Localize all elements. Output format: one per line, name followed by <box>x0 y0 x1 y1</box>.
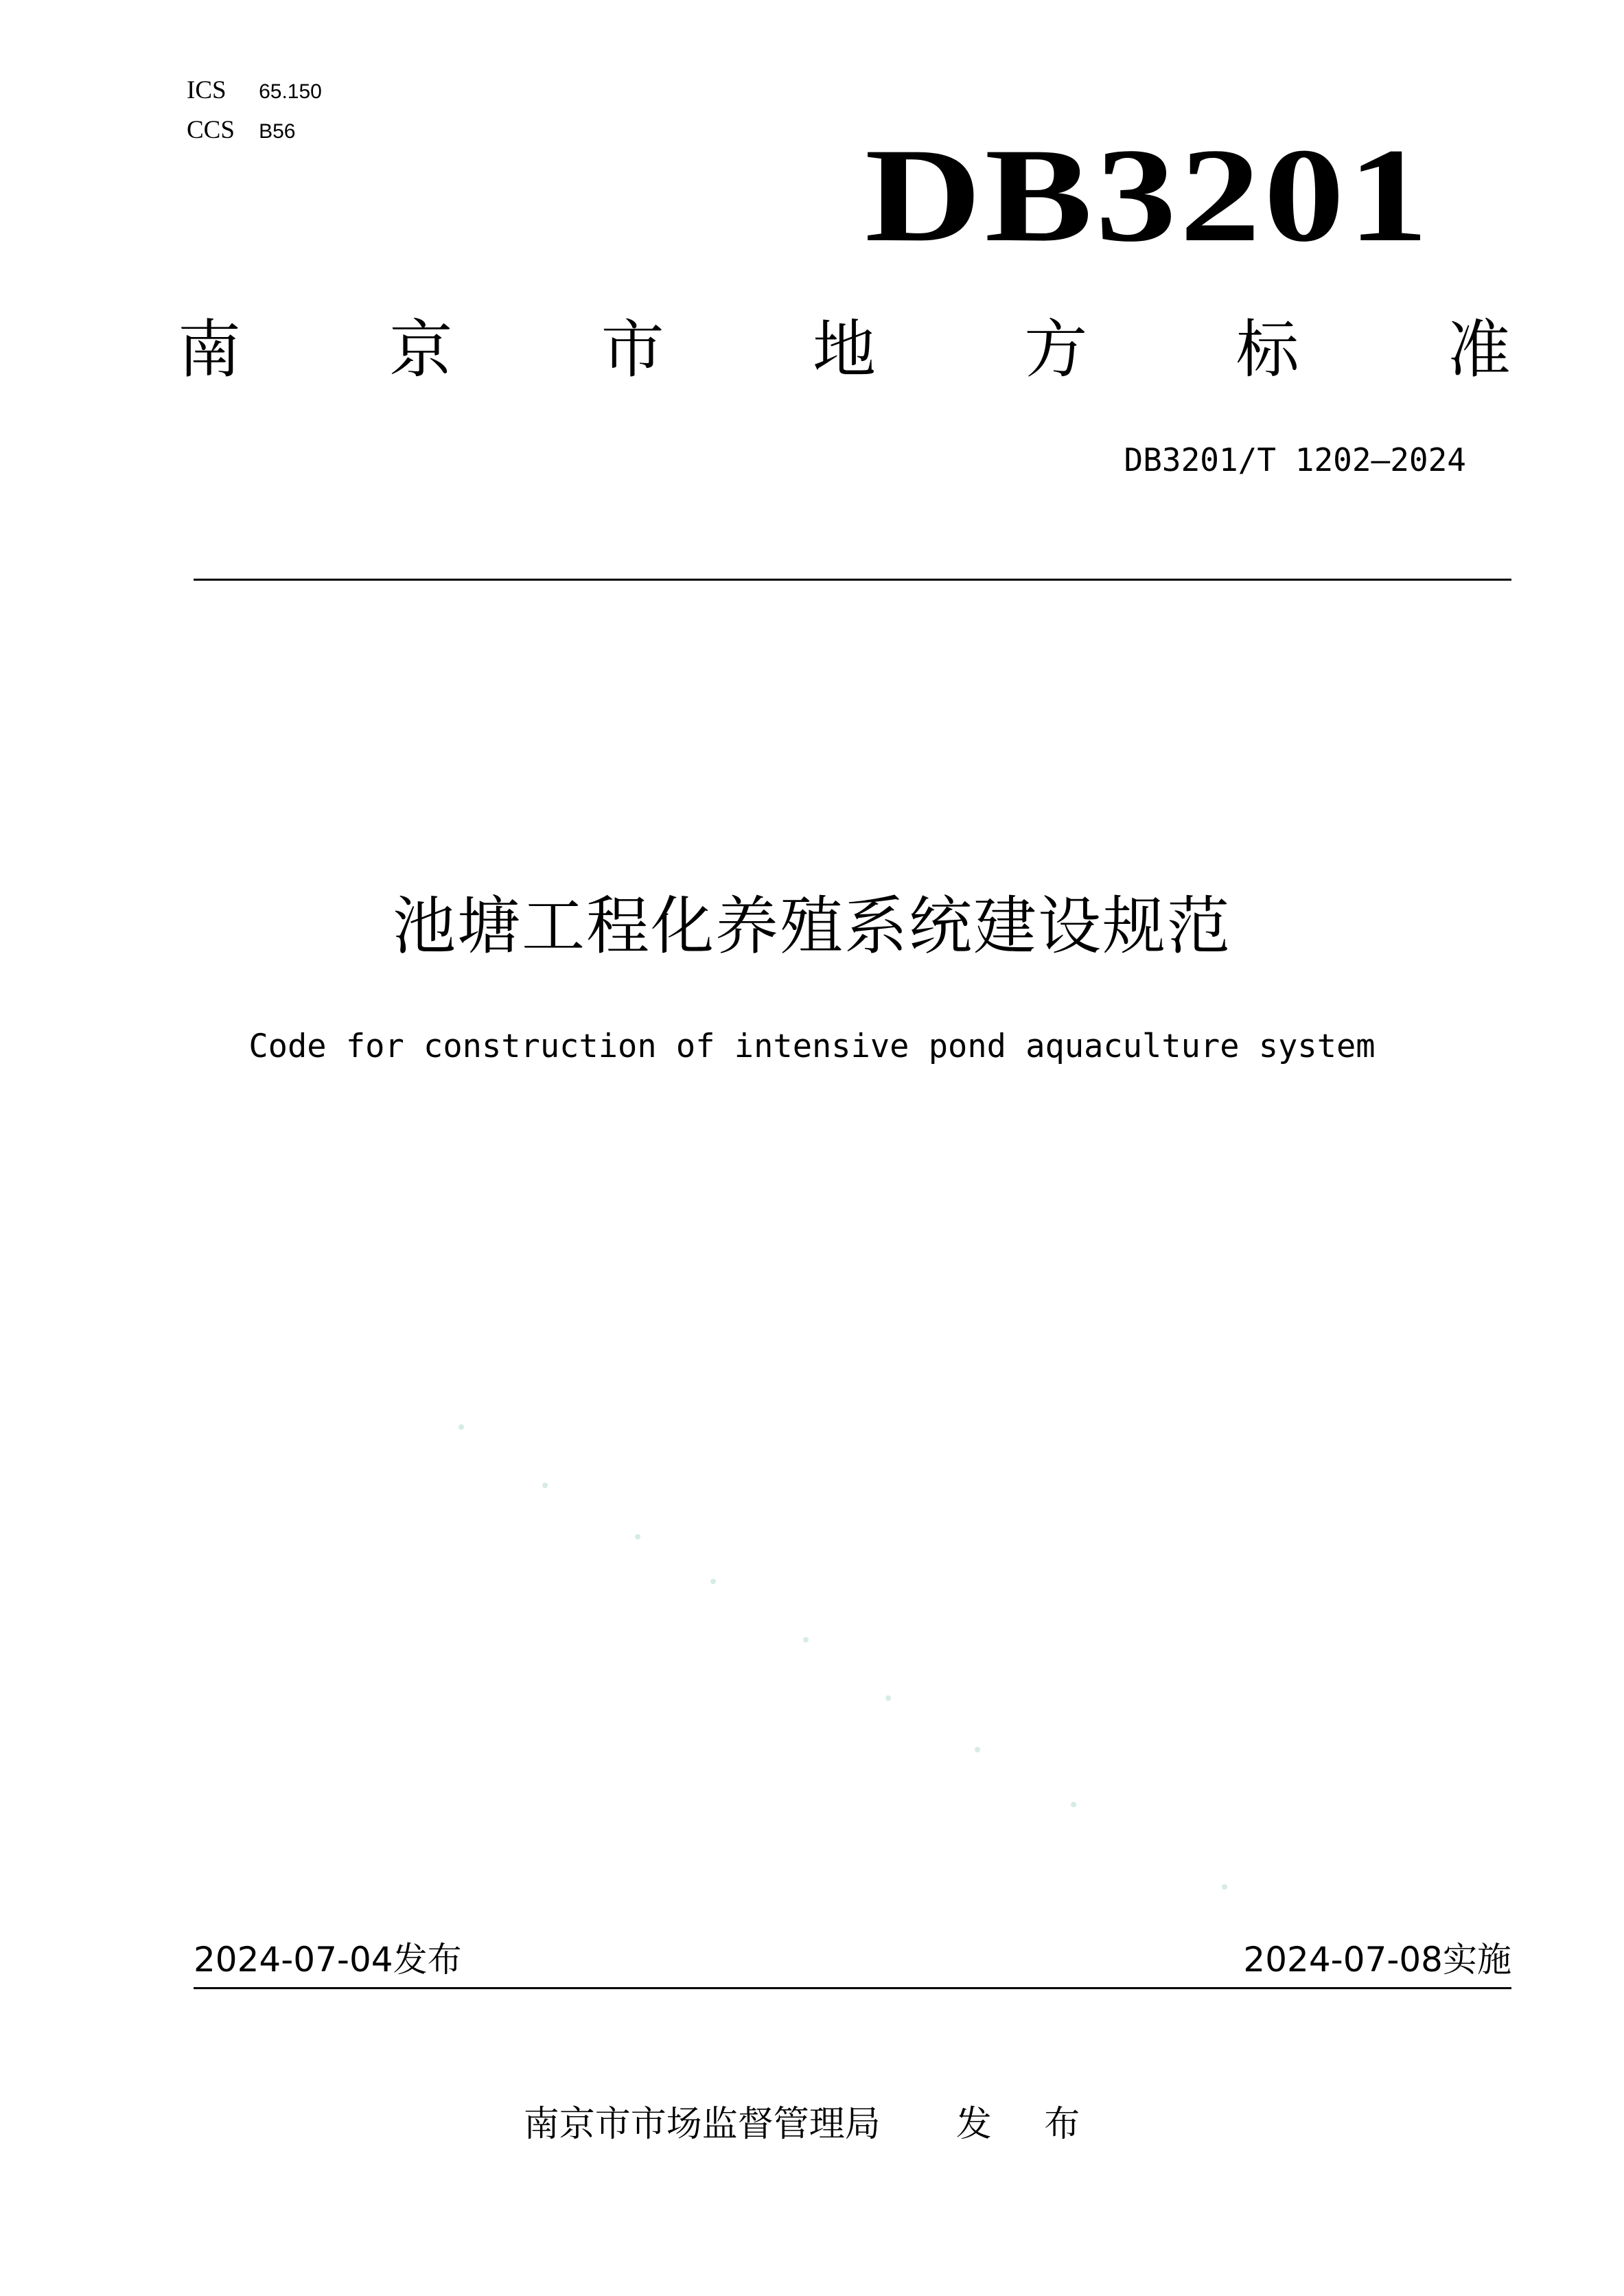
issuer-name: 南京市市场监督管理局 <box>523 2104 881 2145</box>
release-date-value: 2024-07-04 <box>194 1940 393 1980</box>
standard-code: DB3201 <box>865 121 1432 270</box>
scan-speck <box>710 1579 716 1584</box>
scan-speck <box>542 1483 548 1488</box>
scan-speck <box>803 1637 809 1643</box>
standard-type-char: 市 <box>601 313 664 386</box>
scan-speck <box>1222 1884 1227 1890</box>
scan-speck <box>459 1424 464 1430</box>
scan-speck <box>1071 1802 1076 1807</box>
standard-type-heading <box>175 312 1513 388</box>
standard-type-char: 标 <box>1236 313 1299 386</box>
ics-value: 65.150 <box>259 80 322 103</box>
scan-speck <box>975 1747 980 1752</box>
bottom-divider <box>194 1987 1511 1989</box>
implementation-label: 实施 <box>1443 1940 1511 1980</box>
standard-type-char: 地 <box>812 313 876 386</box>
issuer-label: 发 布 <box>955 2104 1101 2145</box>
document-title-en: Code for construction of intensive pond aquaculture system <box>248 1028 1376 1065</box>
standard-type-char: 准 <box>1447 313 1511 386</box>
ics-label: ICS <box>187 76 227 104</box>
scan-speck <box>635 1534 640 1540</box>
issuer-line <box>0 2100 1624 2148</box>
standard-type-char: 方 <box>1024 313 1088 386</box>
release-date <box>194 1936 462 1984</box>
release-label: 发布 <box>393 1940 462 1980</box>
standard-type-char: 南 <box>177 313 241 386</box>
implementation-date <box>1243 1936 1511 1984</box>
ccs-row <box>187 115 295 150</box>
document-title-cn: 池塘工程化养殖系统建设规范 <box>392 890 1231 963</box>
top-divider <box>194 579 1511 581</box>
standard-type-char: 京 <box>389 313 453 386</box>
ccs-value: B56 <box>259 120 296 143</box>
ics-row <box>187 76 322 110</box>
implementation-date-value: 2024-07-08 <box>1243 1940 1443 1980</box>
standard-number: DB3201/T 1202—2024 <box>1124 441 1466 478</box>
ccs-label: CCS <box>187 116 235 144</box>
scan-speck <box>885 1695 891 1701</box>
